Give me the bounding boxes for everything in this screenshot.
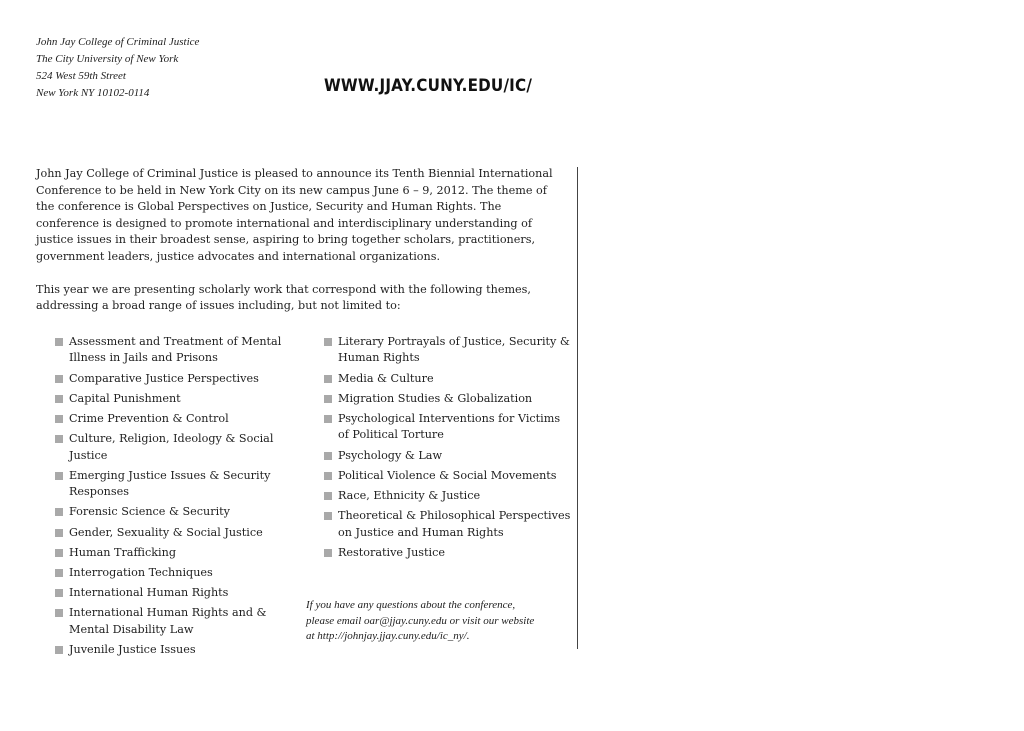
list-item — [55, 391, 305, 407]
square-bullet-icon — [55, 508, 63, 516]
list-item — [55, 565, 305, 581]
themes-list-left — [55, 334, 305, 662]
theme-label: Culture, Religion, Ideology & Social Justice — [69, 432, 274, 462]
list-item — [324, 411, 574, 444]
list-item — [324, 371, 574, 387]
square-bullet-icon — [55, 435, 63, 443]
list-item — [55, 371, 305, 387]
address-line: 524 West 59th Street — [36, 70, 126, 82]
address-line: New York NY 10102-0114 — [36, 87, 150, 99]
address-line: The City University of New York — [36, 53, 179, 65]
square-bullet-icon — [324, 512, 332, 520]
square-bullet-icon — [55, 472, 63, 480]
theme-label: Migration Studies & Globalization — [338, 391, 533, 405]
theme-label: Restorative Justice — [338, 545, 445, 559]
list-item — [324, 545, 574, 561]
contact-line: If you have any questions about the conference, — [306, 599, 516, 611]
square-bullet-icon — [324, 472, 332, 480]
theme-label: Political Violence & Social Movements — [338, 468, 557, 482]
square-bullet-icon — [324, 395, 332, 403]
theme-label: Assessment and Treatment of Mental Illness in Jails and Prisons — [69, 335, 282, 365]
intro-paragraph: This year we are presenting scholarly work that correspond with the following themes, addressing a broad range of issues including, but not limited to: — [36, 282, 531, 313]
list-item — [55, 334, 305, 367]
list-item — [324, 488, 574, 504]
square-bullet-icon — [55, 338, 63, 346]
list-item — [324, 508, 574, 541]
list-item — [55, 545, 305, 561]
list-item — [324, 391, 574, 407]
list-item — [55, 468, 305, 501]
list-item — [55, 605, 305, 638]
square-bullet-icon — [55, 569, 63, 577]
themes-list-right — [324, 334, 574, 565]
theme-label: Psychological Interventions for Victims of Political Torture — [338, 412, 561, 442]
theme-label: Capital Punishment — [69, 391, 181, 405]
intro-text — [36, 166, 566, 315]
square-bullet-icon — [55, 375, 63, 383]
address-line: John Jay College of Criminal Justice — [36, 36, 200, 48]
square-bullet-icon — [324, 375, 332, 383]
list-item — [324, 334, 574, 367]
list-item — [55, 411, 305, 427]
list-item — [324, 448, 574, 464]
theme-label: International Human Rights — [69, 586, 229, 600]
square-bullet-icon — [55, 646, 63, 654]
square-bullet-icon — [55, 589, 63, 597]
theme-label: Human Trafficking — [69, 545, 176, 559]
theme-label: Emerging Justice Issues & Security Responses — [69, 468, 271, 499]
square-bullet-icon — [324, 549, 332, 557]
list-item — [55, 525, 305, 541]
square-bullet-icon — [324, 415, 332, 423]
theme-label: Forensic Science & Security — [69, 505, 230, 519]
square-bullet-icon — [55, 549, 63, 557]
theme-label: Psychology & Law — [338, 448, 443, 462]
square-bullet-icon — [55, 609, 63, 617]
theme-label: Comparative Justice Perspectives — [69, 371, 259, 385]
list-item — [324, 468, 574, 484]
theme-label: Gender, Sexuality & Social Justice — [69, 525, 263, 539]
square-bullet-icon — [324, 338, 332, 346]
theme-label: Race, Ethnicity & Justice — [338, 489, 481, 503]
square-bullet-icon — [55, 415, 63, 423]
theme-label: Media & Culture — [338, 371, 434, 385]
list-item — [55, 585, 305, 601]
list-item — [55, 431, 305, 464]
list-item — [55, 504, 305, 520]
theme-label: International Human Rights and & Mental Disability Law — [69, 606, 267, 636]
list-item — [55, 642, 305, 658]
contact-note — [306, 598, 571, 645]
website-url: WWW.JJAY.CUNY.EDU/IC/ — [324, 76, 533, 95]
return-address — [36, 34, 199, 102]
theme-label: Literary Portrayals of Justice, Security & Human Rights — [338, 335, 570, 365]
square-bullet-icon — [324, 452, 332, 460]
theme-label: Juvenile Justice Issues — [69, 643, 196, 657]
square-bullet-icon — [55, 529, 63, 537]
theme-label: Crime Prevention & Control — [69, 412, 229, 426]
vertical-divider — [577, 167, 578, 649]
theme-label: Theoretical & Philosophical Perspectives on Justice and Human Rights — [338, 509, 571, 539]
contact-line: at http://johnjay.jjay.cuny.edu/ic_ny/. — [306, 630, 470, 643]
intro-paragraph: John Jay College of Criminal Justice is pleased to announce its Tenth Biennial International Conference to be held in New York City on its new campus June 6 – 9, 2012. The theme of the conference is Global Perspectives on Justice, Security and Human Rights. The conference is designed to promote international and interdisciplinary understanding of justice issues in their broadest sense, aspiring to bring together scholars, practitioners, government leaders, justice advocates and international organizations. — [36, 167, 553, 263]
theme-label: Interrogation Techniques — [69, 566, 213, 580]
contact-line: please email oar@jjay.cuny.edu or visit our website — [306, 614, 535, 627]
square-bullet-icon — [324, 492, 332, 500]
square-bullet-icon — [55, 395, 63, 403]
